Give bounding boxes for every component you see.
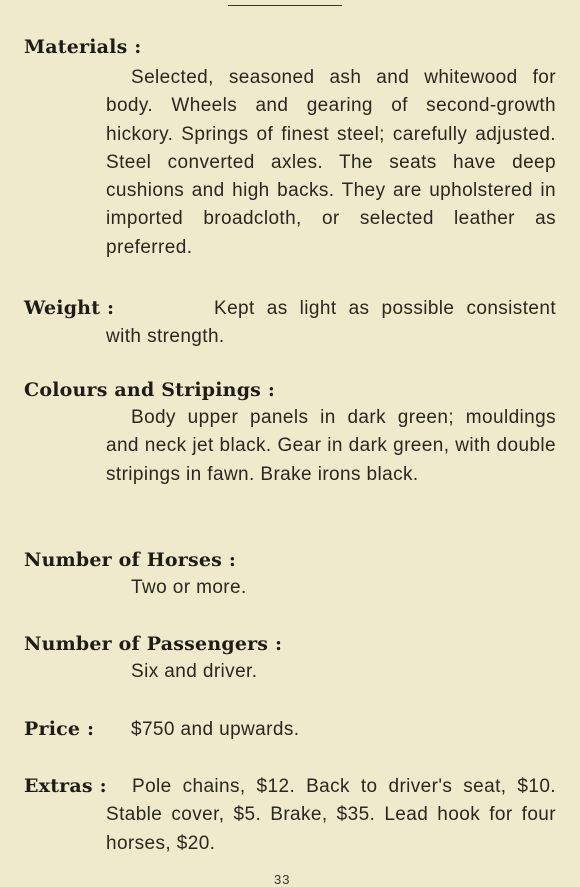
horses-heading: Number of Horses : <box>24 549 237 571</box>
page-number: 33 <box>274 872 291 887</box>
colours-heading: Colours and Stripings : <box>24 379 276 401</box>
weight-heading: Weight : <box>24 297 115 319</box>
horses-text: Two or more. <box>131 577 247 598</box>
price-text: $750 and upwards. <box>131 719 300 740</box>
price-heading: Price : <box>24 718 95 740</box>
colours-text: Body upper panels in dark green; mouldings and neck jet black. Gear in dark green, with double stripings in fawn. Brake irons black. <box>106 407 556 485</box>
passengers-heading: Number of Passengers : <box>24 633 283 655</box>
weight-text: Kept as light as possible consistent with strength. <box>106 298 556 348</box>
top-rule <box>228 5 342 6</box>
passengers-text: Six and driver. <box>131 661 258 682</box>
materials-heading: Materials : <box>24 36 142 58</box>
weight-text-wrap <box>24 295 556 352</box>
extras-text: Pole chains, $12. Back to driver's seat, $10. Stable cover, $5. Brake, $35. Lead hook for four horses, $20. <box>106 776 556 854</box>
materials-text: Selected, seasoned ash and whitewood for body. Wheels and gearing of second-growth hickory. Springs of finest steel; carefully adjusted. Steel converted axles. The seats have deep cushions and high backs. They are upholstered in imported broadcloth, or selected leather as preferred. <box>106 67 556 258</box>
extras-heading: Extras : <box>24 775 107 797</box>
